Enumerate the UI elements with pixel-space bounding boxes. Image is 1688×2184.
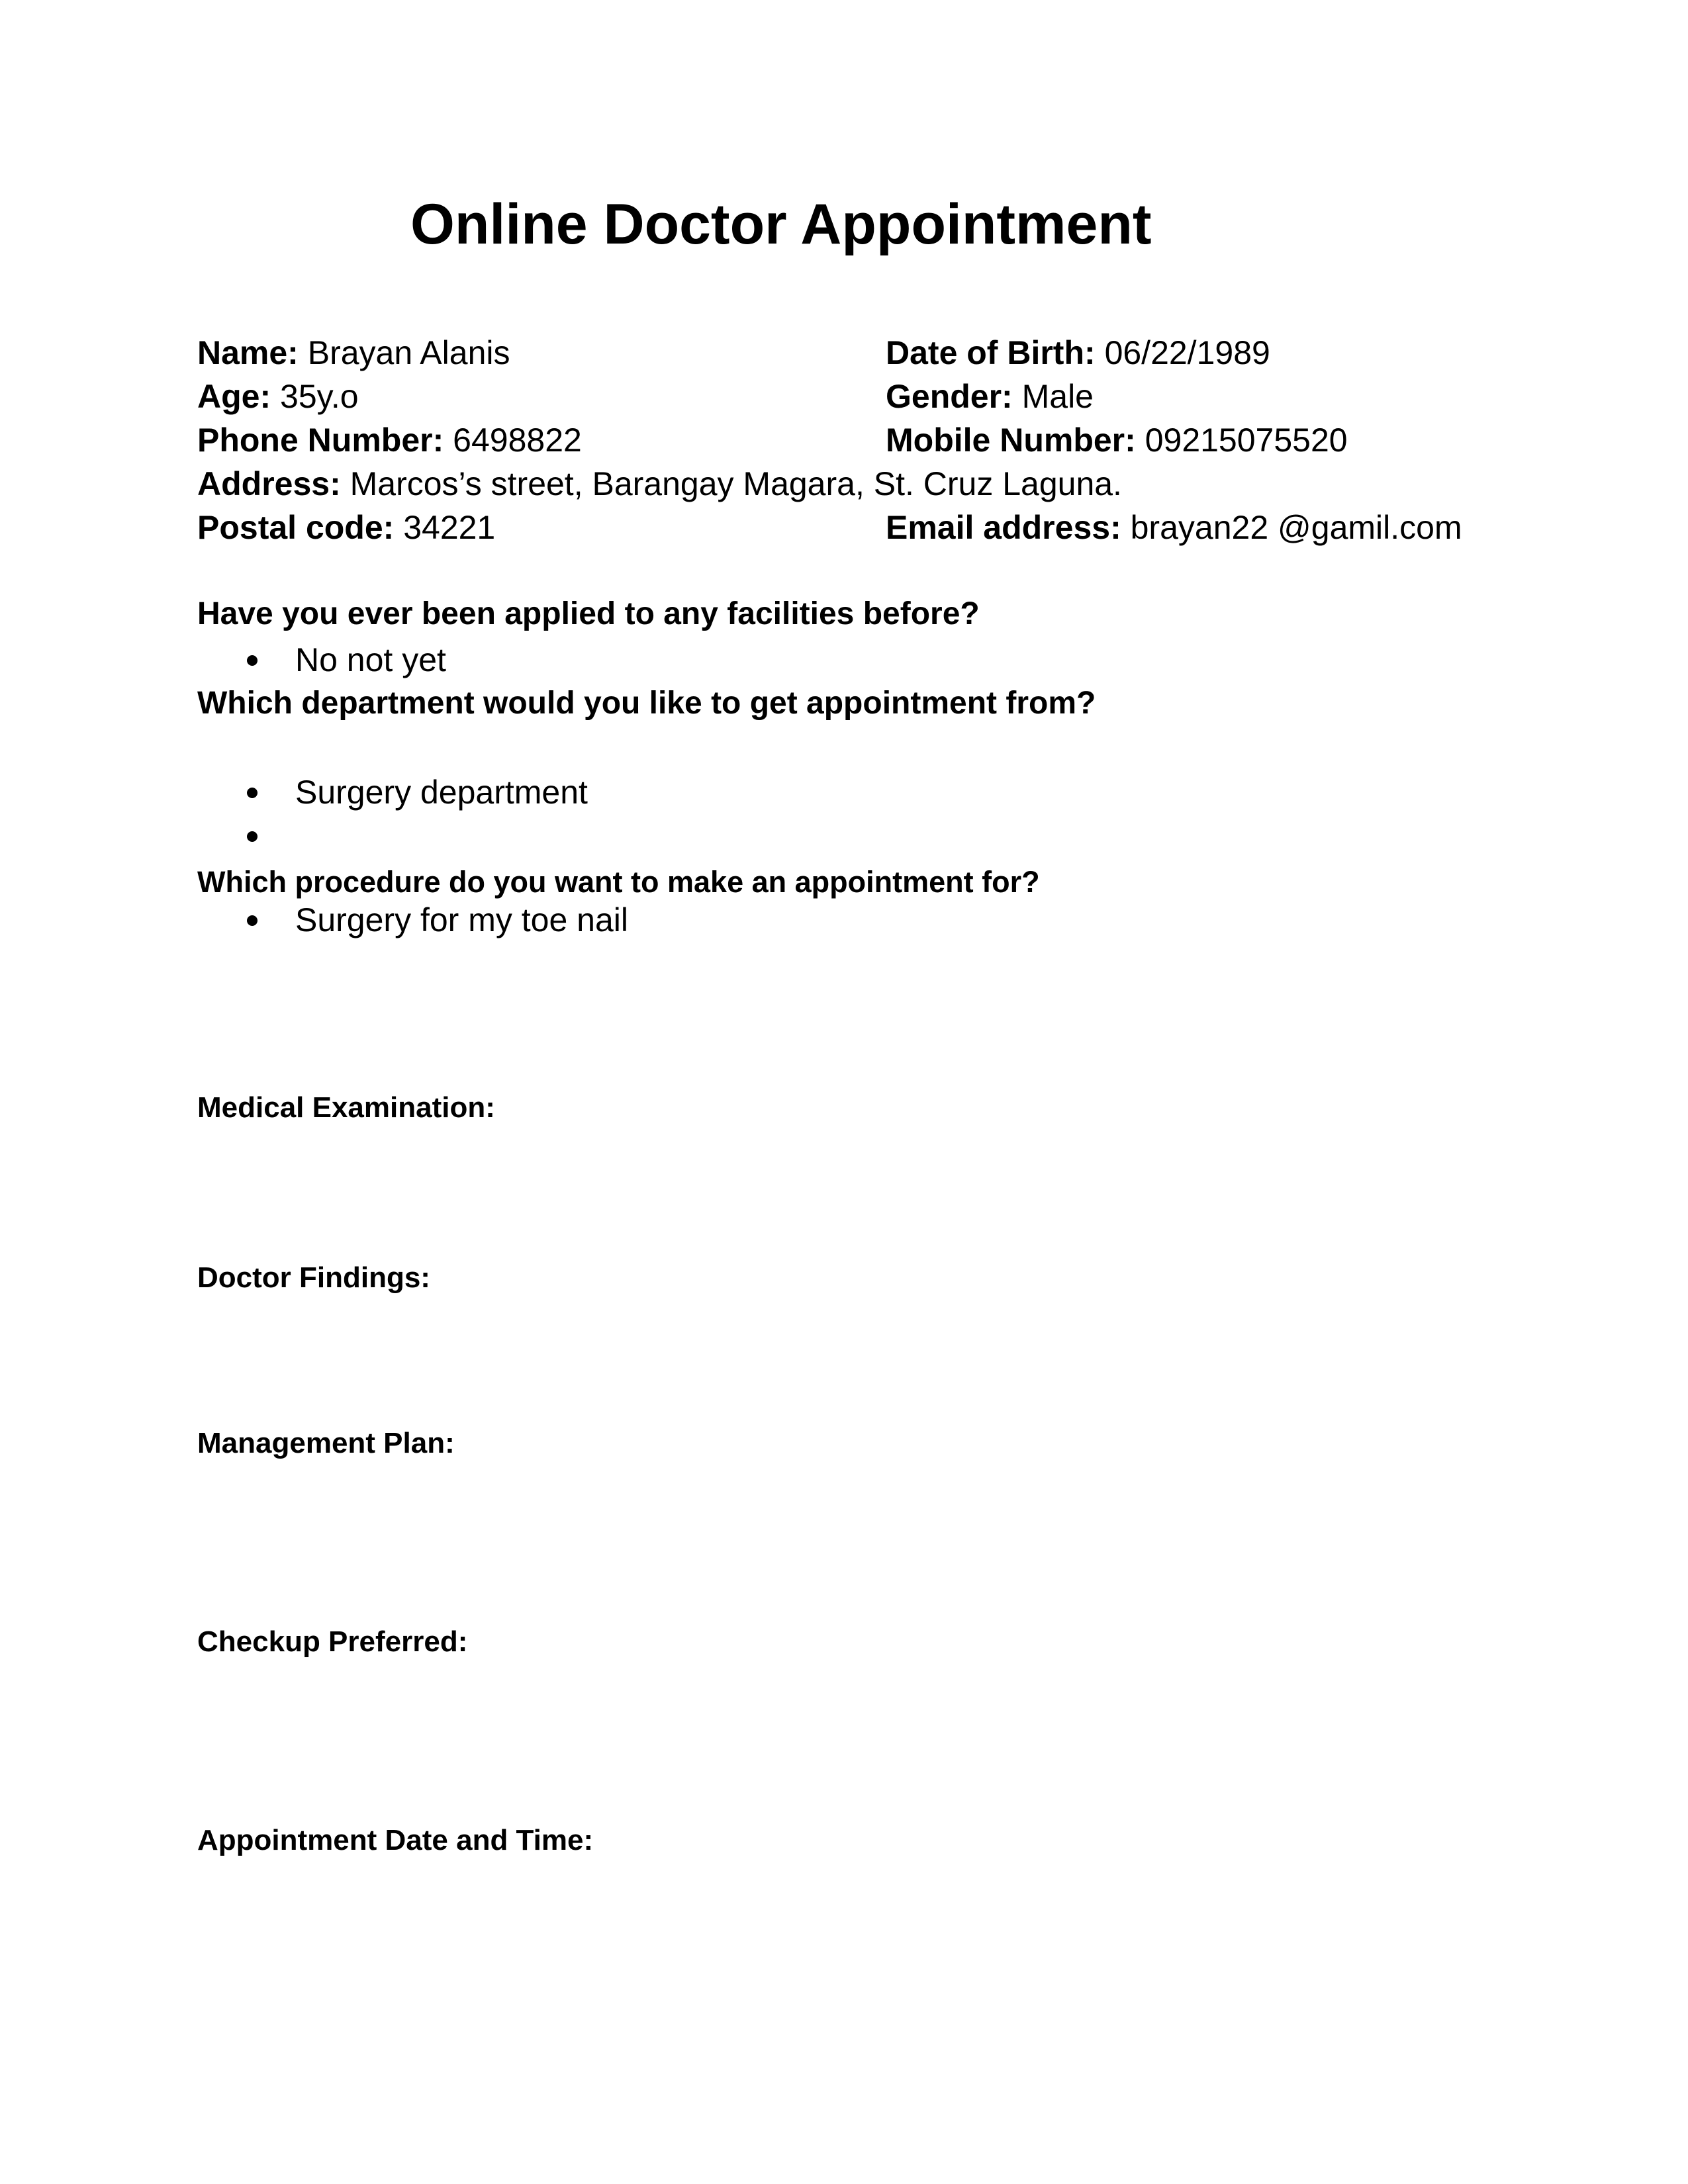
email-value: brayan22 @gamil.com — [1130, 509, 1462, 546]
phone-label: Phone Number: — [197, 422, 444, 459]
address-field — [197, 467, 1122, 500]
section-management-plan: Management Plan: — [197, 1427, 455, 1459]
gender-field — [886, 380, 1094, 413]
dob-value: 06/22/1989 — [1104, 334, 1270, 371]
gender-label: Gender: — [886, 378, 1013, 415]
question-department: Which department would you like to get appointment from? — [197, 686, 1096, 721]
bullet-icon — [247, 655, 258, 666]
answer-department: Surgery department — [295, 774, 588, 811]
postal-field — [197, 511, 495, 544]
phone-value: 6498822 — [453, 422, 582, 459]
page-title: Online Doctor Appointment — [410, 193, 1152, 256]
postal-label: Postal code: — [197, 509, 395, 546]
age-label: Age: — [197, 378, 271, 415]
age-value: 35y.o — [280, 378, 359, 415]
name-label: Name: — [197, 334, 299, 371]
dob-label: Date of Birth: — [886, 334, 1096, 371]
bullet-icon — [247, 915, 258, 926]
postal-value: 34221 — [403, 509, 496, 546]
section-doctor-findings: Doctor Findings: — [197, 1261, 430, 1294]
bullet-icon — [247, 831, 258, 842]
address-value: Marcos’s street, Barangay Magara, St. Cruz Laguna. — [350, 465, 1122, 502]
age-field — [197, 380, 359, 413]
address-label: Address: — [197, 465, 341, 502]
question-facilities: Have you ever been applied to any facilities before? — [197, 596, 980, 631]
answer-facilities: No not yet — [295, 641, 446, 678]
dob-field — [886, 336, 1270, 369]
section-medical-examination: Medical Examination: — [197, 1091, 495, 1124]
answer-procedure: Surgery for my toe nail — [295, 901, 628, 938]
section-checkup-preferred: Checkup Preferred: — [197, 1625, 468, 1658]
question-procedure: Which procedure do you want to make an appointment for? — [197, 865, 1040, 899]
mobile-value: 09215075520 — [1145, 422, 1348, 459]
phone-field — [197, 424, 582, 457]
name-field — [197, 336, 510, 369]
email-field — [886, 511, 1462, 544]
mobile-field — [886, 424, 1348, 457]
name-value: Brayan Alanis — [307, 334, 510, 371]
email-label: Email address: — [886, 509, 1121, 546]
mobile-label: Mobile Number: — [886, 422, 1136, 459]
section-appointment-date-time: Appointment Date and Time: — [197, 1824, 594, 1856]
bullet-icon — [247, 788, 258, 798]
gender-value: Male — [1021, 378, 1094, 415]
